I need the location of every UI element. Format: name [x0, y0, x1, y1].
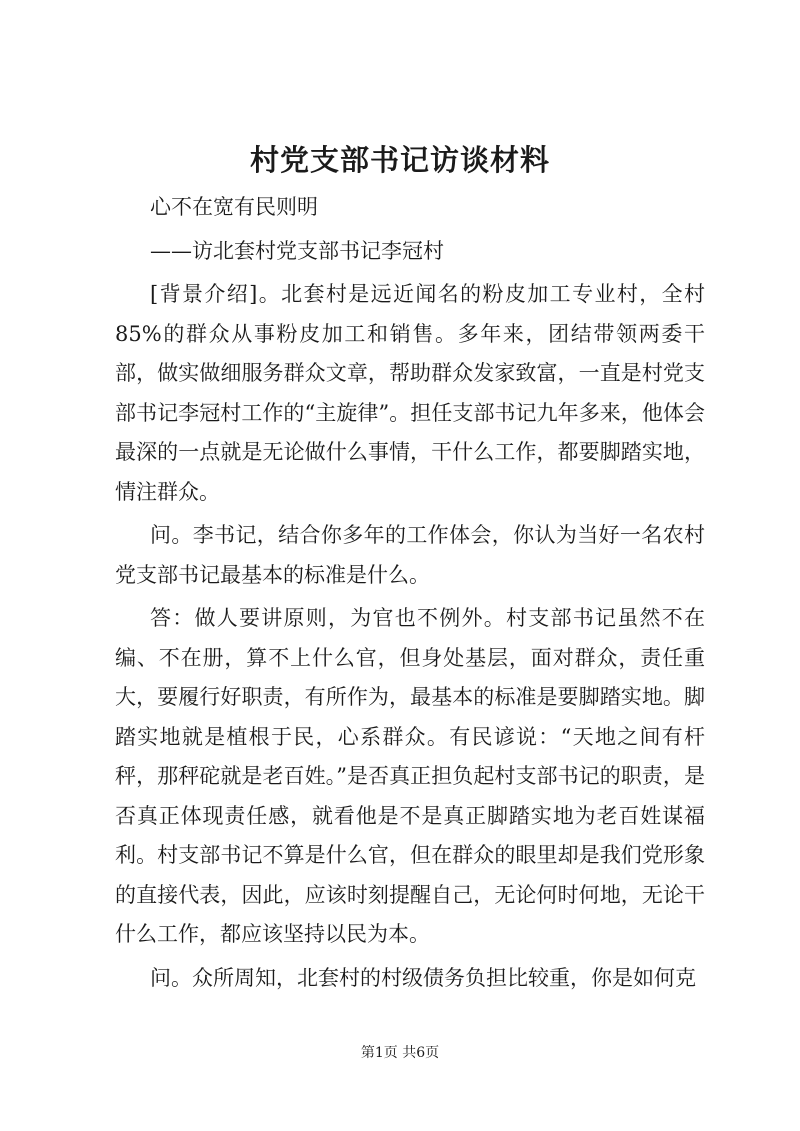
- byline: ——访北套村党支部书记李冠村: [150, 238, 444, 263]
- paragraph-question-1: 问。李书记，结合你多年的工作体会，你认为当好一名农村党支部书记最基本的标准是什么。: [115, 523, 705, 587]
- page-footer: 第1页 共6页: [360, 1045, 440, 1061]
- paragraph-background: [背景介绍]。北套村是远近闻名的粉皮加工专业村，全村85%的群众从事粉皮加工和销售。多年来，团结带领两委干部，做实做细服务群众文章，帮助群众发家致富，一直是村党支部书记李冠村工作的“主旋律”。担任支部书记九年多来，他体会最深的一点就是无论做什么事情，干什么工作，都要脚踏实地，情注群众。: [115, 282, 705, 504]
- document-title: 村党支部书记访谈材料: [249, 143, 550, 177]
- paragraph-answer-1: 答：做人要讲原则，为官也不例外。村支部书记虽然不在编、不在册，算不上什么官，但身处基层，面对群众，责任重大，要履行好职责，有所作为，最基本的标准是要脚踏实地。脚踏实地就是植根于民，心系群众。有民谚说：“天地之间有杆秤，那秤砣就是老百姓。”是否真正担负起村支部书记的职责，是否真正体现责任感，就看他是不是真正脚踏实地为老百姓谋福利。村支部书记不算是什么官，但在群众的眼里却是我们党形象的直接代表，因此，应该时刻提醒自己，无论何时何地，无论干什么工作，都应该坚持以民为本。: [115, 606, 705, 946]
- subtitle: 心不在宽有民则明: [150, 195, 318, 219]
- paragraph-question-2: 问。众所周知，北套村的村级债务负担比较重，你是如何克: [150, 965, 696, 990]
- document-body: [115, 188, 705, 998]
